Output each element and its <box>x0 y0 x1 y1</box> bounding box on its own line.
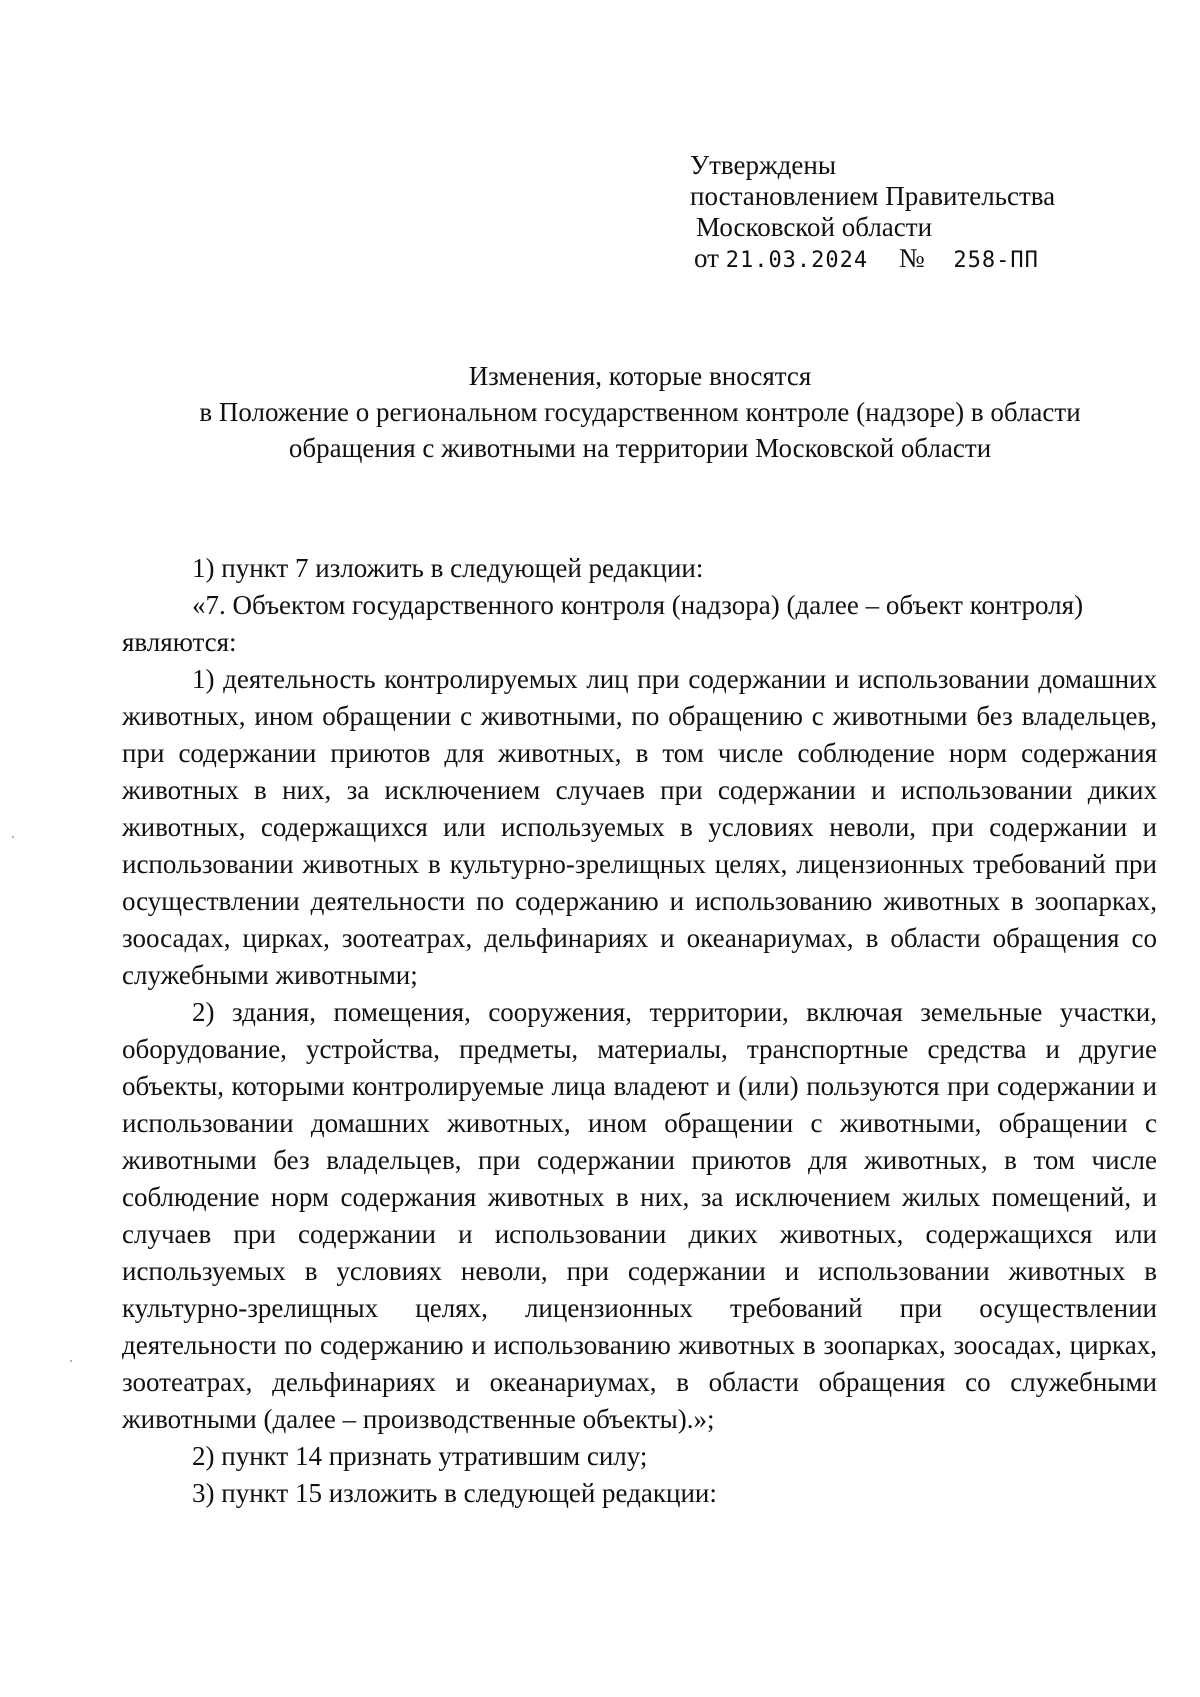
approval-line-date-number <box>690 243 1055 276</box>
paragraph-item-3: 3) пункт 15 изложить в следующей редакции: <box>192 1478 717 1508</box>
date-prefix: от <box>694 243 719 273</box>
approval-line-region: Московской области <box>696 212 933 242</box>
scan-artifact <box>12 836 14 838</box>
document-body <box>122 550 1157 1512</box>
paragraph-subitem-1: 1) деятельность контролируемых лиц при содержании и использовании домашних животных, ином обращении с животными, по обращению с животными без владельцев, при содержании приютов для животных, в том числе соблюдение норм содержания животных в них, за исключением случаев при содержании и использовании диких животных, содержащихся или используемых в условиях неволи, при содержании и использовании животных в культурно-зрелищных целях, лицензионных требований при осуществлении деятельности по содержанию и использованию животных в зоопарках, зоосадах, цирках, зоотеатрах, дельфинариях и океанариумах, в области обращения со служебными животными; <box>122 664 1157 990</box>
approval-line-resolution: постановлением Правительства <box>690 181 1056 211</box>
title-line-3: обращения с животными на территории Московской области <box>288 433 992 463</box>
approval-line-approved: Утверждены <box>690 150 836 180</box>
title-line-2: в Положение о региональном государственном контроле (надзоре) в области <box>199 397 1081 427</box>
paragraph-item-1: 1) пункт 7 изложить в следующей редакции: <box>192 553 704 583</box>
paragraph-quote-start: «7. Объектом государственного контроля (надзора) (далее – объект контроля) <box>192 590 1084 620</box>
paragraph-subitem-2: 2) здания, помещения, сооружения, территории, включая земельные участки, оборудование, устройства, предметы, материалы, транспортные средства и другие объекты, которыми контролируемые лица владеют и (или) пользуются при содержании и использовании домашних животных, ином обращении с животными, обращении с животными без владельцев, при содержании приютов для животных, в том числе соблюдение норм содержания животных в них, за исключением жилых помещений, и случаев при содержании и использовании диких животных, содержащихся или используемых в условиях неволи, при содержании и использовании животных в культурно-зрелищных целях, лицензионных требований при осуществлении деятельности по содержанию и использованию животных в зоопарках, зоосадах, цирках, зоотеатрах, дельфинариях и океанариумах, в области обращения со служебными животными (далее – производственные объекты).»; <box>122 997 1157 1434</box>
paragraph-item-2: 2) пункт 14 признать утратившим силу; <box>192 1441 648 1471</box>
paragraph-quote-continuation: являются: <box>122 627 237 657</box>
number-sign: № <box>898 243 925 273</box>
approval-stamp <box>690 150 1055 276</box>
approval-number: 258-ПП <box>953 248 1039 273</box>
scan-artifact <box>70 1360 72 1362</box>
document-title <box>120 358 1160 466</box>
title-line-1: Изменения, которые вносятся <box>468 361 812 391</box>
approval-date: 21.03.2024 <box>725 248 869 273</box>
